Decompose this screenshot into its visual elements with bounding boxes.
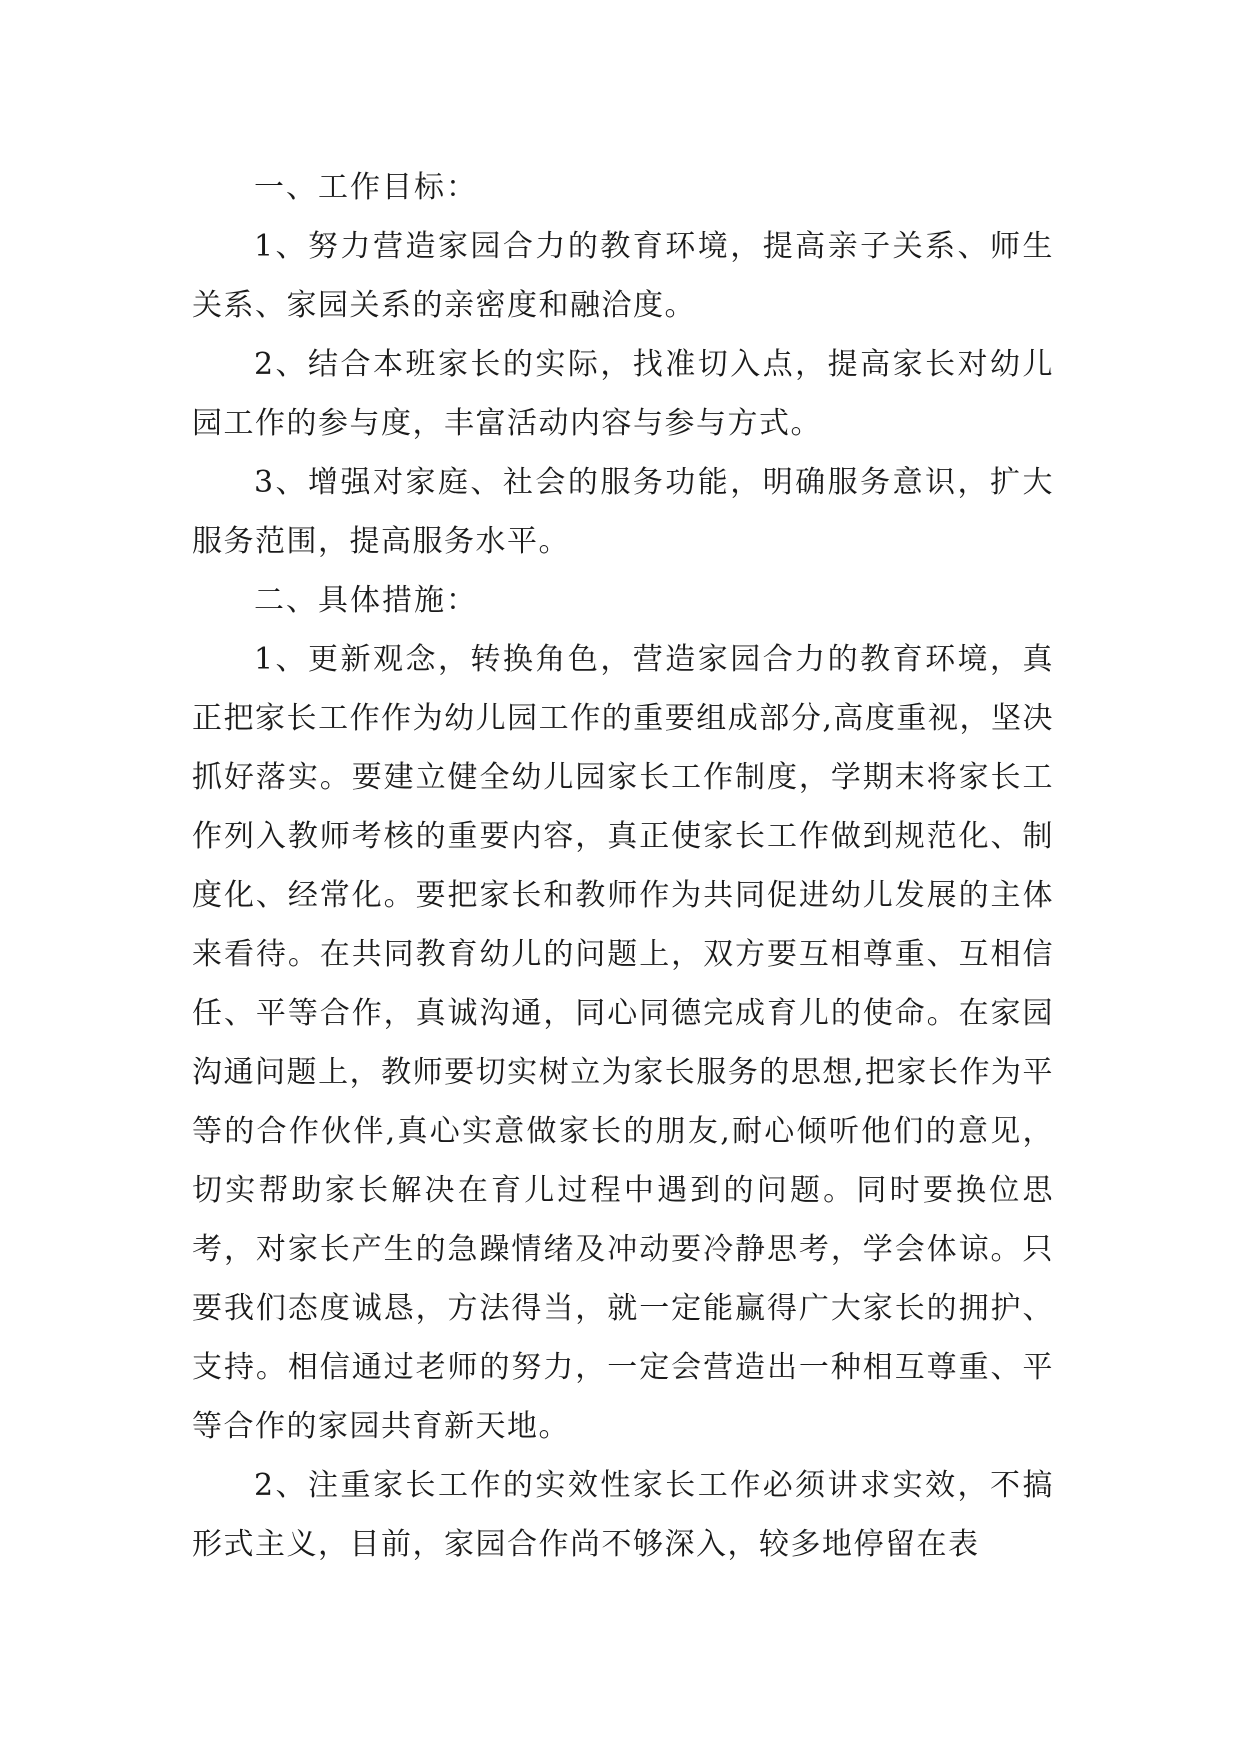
document-body [192, 158, 1054, 1574]
goal-item-2: 2、结合本班家长的实际，找准切入点，提高家长对幼儿园工作的参与度，丰富活动内容与参与方式。 [192, 347, 1054, 441]
section-heading-measures: 二、具体措施： [254, 583, 478, 618]
goal-item-1: 1、努力营造家园合力的教育环境，提高亲子关系、师生关系、家园关系的亲密度和融洽度。 [192, 229, 1054, 323]
goal-item-3: 3、增强对家庭、社会的服务功能，明确服务意识，扩大服务范围，提高服务水平。 [192, 465, 1054, 559]
measure-item-1: 1、更新观念，转换角色，营造家园合力的教育环境，真正把家长工作作为幼儿园工作的重要组成部分,高度重视，坚决抓好落实。要建立健全幼儿园家长工作制度，学期末将家长工作列入教师考核的重要内容，真正使家长工作做到规范化、制度化、经常化。要把家长和教师作为共同促进幼儿发展的主体来看待。在共同教育幼儿的问题上，双方要互相尊重、互相信任、平等合作，真诚沟通，同心同德完成育儿的使命。在家园沟通问题上，教师要切实树立为家长服务的思想,把家长作为平等的合作伙伴,真心实意做家长的朋友,耐心倾听他们的意见，切实帮助家长解决在育儿过程中遇到的问题。同时要换位思考，对家长产生的急躁情绪及冲动要冷静思考，学会体谅。只要我们态度诚恳，方法得当，就一定能赢得广大家长的拥护、支持。相信通过老师的努力，一定会营造出一种相互尊重、平等合作的家园共育新天地。 [192, 642, 1054, 1444]
measure-item-2: 2、注重家长工作的实效性家长工作必须讲求实效，不搞形式主义，目前，家园合作尚不够深入，较多地停留在表 [192, 1468, 1054, 1562]
section-heading-goals: 一、工作目标： [254, 170, 478, 205]
